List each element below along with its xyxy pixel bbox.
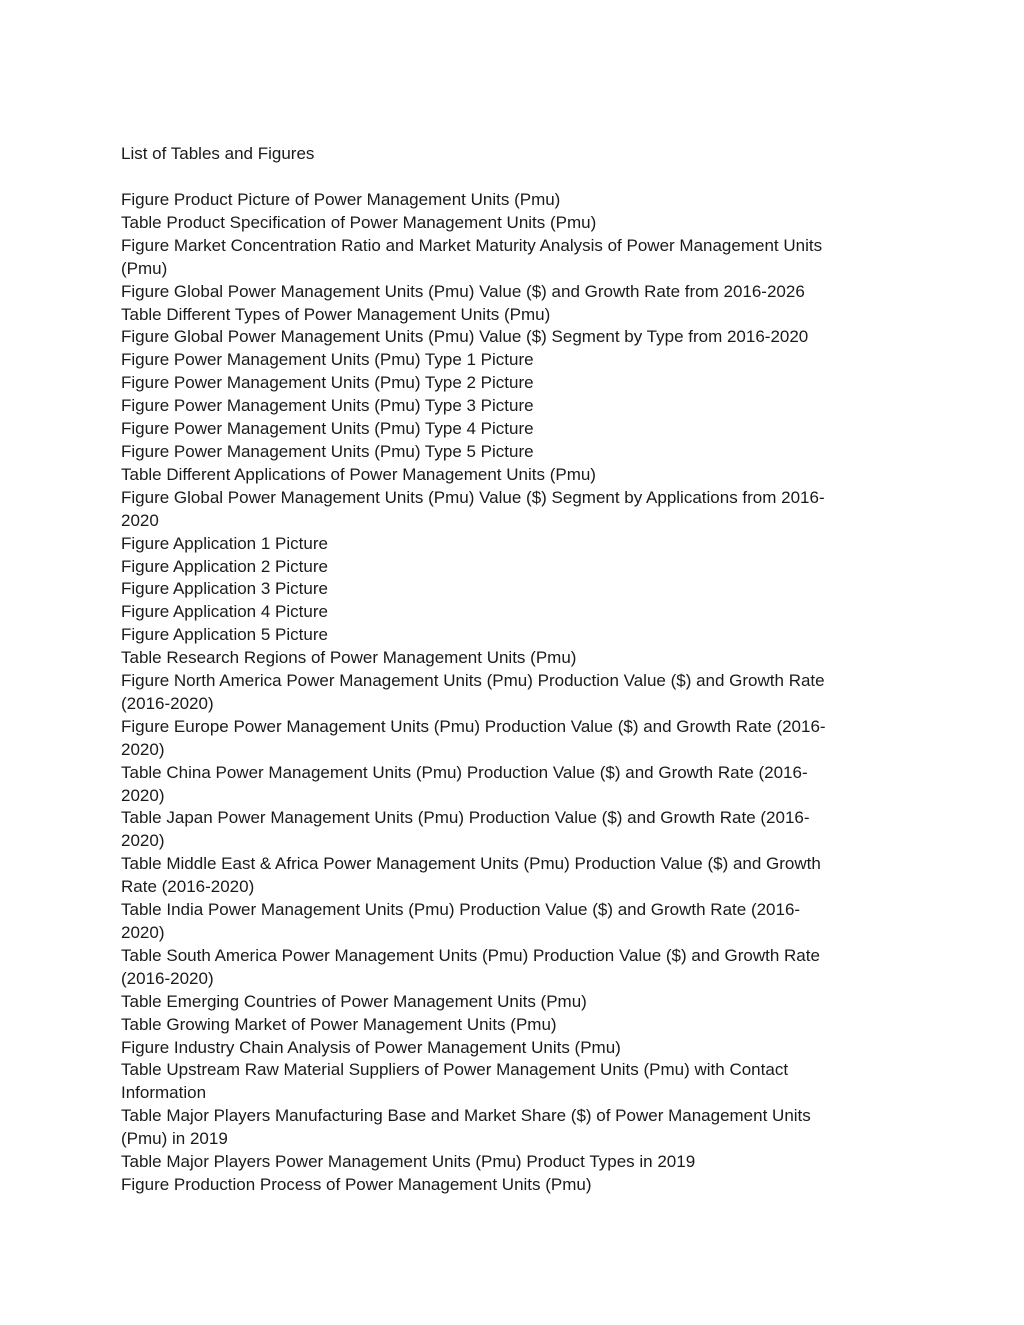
list-entry: Table Research Regions of Power Management Units (Pmu)	[121, 648, 577, 668]
list-entry: Figure Application 4 Picture	[121, 602, 328, 622]
list-entry: Figure North America Power Management Units (Pmu) Production Value ($) and Growth Rate (2016-2020)	[121, 671, 825, 713]
list-entry: Figure Europe Power Management Units (Pmu) Production Value ($) and Growth Rate (2016- 2020)	[121, 716, 826, 759]
list-entry: Table Middle East & Africa Power Management Units (Pmu) Production Value ($) and Growth Rate (2016-2020)	[121, 854, 821, 897]
list-entry: Table Japan Power Management Units (Pmu) Production Value ($) and Growth Rate (2016- 2020)	[121, 808, 810, 851]
list-entry: Figure Market Concentration Ratio and Market Maturity Analysis of Power Management Units (Pmu)	[121, 235, 823, 278]
tables-figures-list	[121, 189, 901, 1197]
list-entry: Figure Application 1 Picture	[121, 533, 328, 553]
list-entry: Figure Power Management Units (Pmu) Type 3 Picture	[121, 396, 534, 416]
list-entry: Figure Power Management Units (Pmu) Type 5 Picture	[121, 441, 534, 461]
list-entry: Table Major Players Manufacturing Base and Market Share ($) of Power Management Units (Pmu) in 2019	[121, 1106, 811, 1149]
list-entry: Table Upstream Raw Material Suppliers of Power Management Units (Pmu) with Contact Information	[121, 1060, 789, 1103]
list-entry: Figure Global Power Management Units (Pmu) Value ($) Segment by Applications from 2016- 2020	[121, 487, 825, 530]
list-entry: Table Product Specification of Power Management Units (Pmu)	[121, 212, 597, 232]
list-entry: Figure Power Management Units (Pmu) Type 1 Picture	[121, 350, 534, 370]
list-entry: Table China Power Management Units (Pmu) Production Value ($) and Growth Rate (2016- 2020)	[121, 762, 808, 805]
list-entry: Figure Application 3 Picture	[121, 579, 328, 599]
list-entry: Figure Industry Chain Analysis of Power Management Units (Pmu)	[121, 1037, 621, 1057]
list-entry: Figure Power Management Units (Pmu) Type 4 Picture	[121, 419, 534, 439]
list-entry: Table Major Players Power Management Units (Pmu) Product Types in 2019	[121, 1152, 696, 1172]
list-entry: Table Different Types of Power Management Units (Pmu)	[121, 304, 551, 324]
list-entry: Figure Power Management Units (Pmu) Type 2 Picture	[121, 373, 534, 393]
list-entry: Table Growing Market of Power Management Units (Pmu)	[121, 1014, 557, 1034]
list-entry: Figure Global Power Management Units (Pmu) Value ($) Segment by Type from 2016-2020	[121, 327, 809, 347]
page-heading: List of Tables and Figures	[121, 144, 315, 163]
list-entry: Figure Production Process of Power Management Units (Pmu)	[121, 1174, 592, 1194]
list-entry: Table Emerging Countries of Power Management Units (Pmu)	[121, 991, 587, 1011]
list-entry: Table India Power Management Units (Pmu) Production Value ($) and Growth Rate (2016- 2020)	[121, 900, 801, 942]
list-entry: Figure Product Picture of Power Management Units (Pmu)	[121, 190, 561, 209]
list-entry: Table Different Applications of Power Management Units (Pmu)	[121, 464, 596, 484]
list-entry: Figure Application 2 Picture	[121, 556, 328, 576]
list-entry: Table South America Power Management Units (Pmu) Production Value ($) and Growth Rate (2016-2020)	[121, 945, 820, 988]
list-entry: Figure Application 5 Picture	[121, 625, 328, 645]
list-entry: Figure Global Power Management Units (Pmu) Value ($) and Growth Rate from 2016-2026	[121, 281, 805, 301]
